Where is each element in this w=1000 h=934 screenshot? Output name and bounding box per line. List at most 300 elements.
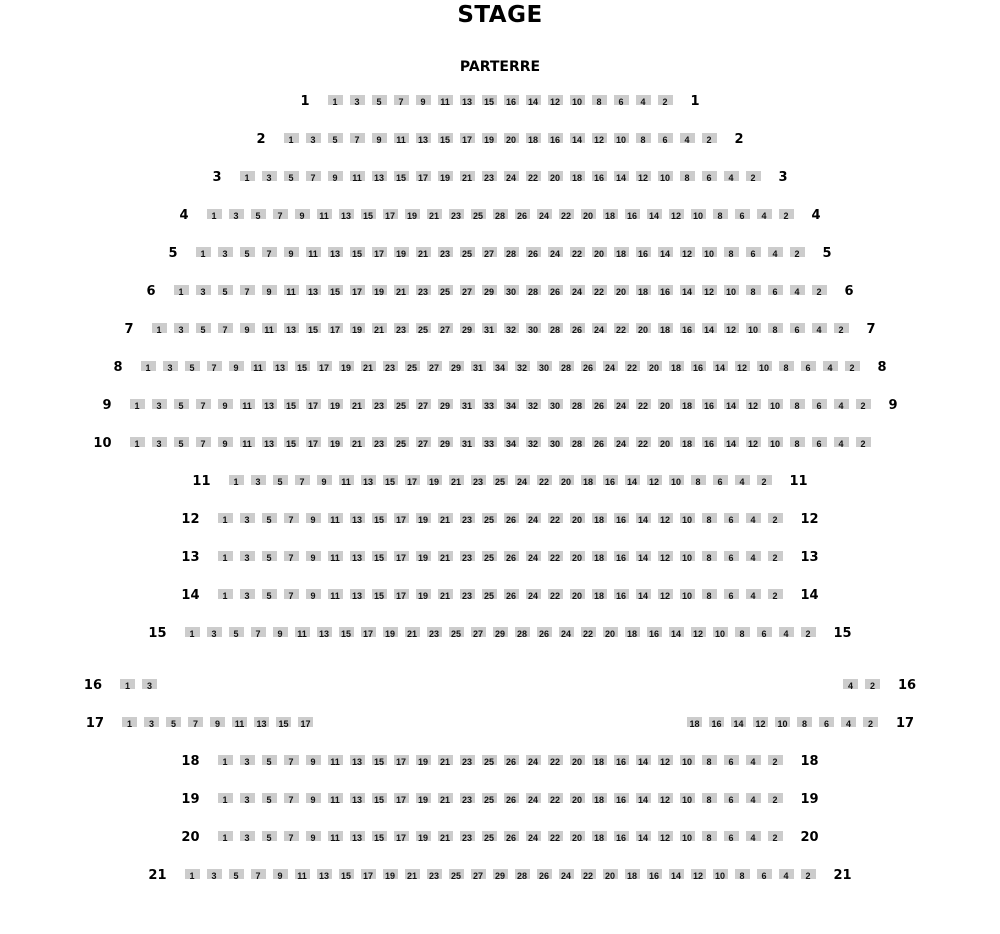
seat-row3-3[interactable] bbox=[262, 171, 277, 181]
seat-row8-6[interactable] bbox=[801, 361, 816, 371]
seat-row15-26[interactable] bbox=[537, 627, 552, 637]
seat-row9-32[interactable] bbox=[526, 399, 541, 409]
seat-row17-13[interactable] bbox=[254, 717, 269, 727]
seat-row12-4[interactable] bbox=[746, 513, 761, 523]
seat-row11-15[interactable] bbox=[383, 475, 398, 485]
seat-row8-24[interactable] bbox=[603, 361, 618, 371]
seat-row6-22[interactable] bbox=[592, 285, 607, 295]
seat-row12-11[interactable] bbox=[328, 513, 343, 523]
seat-row13-9[interactable] bbox=[306, 551, 321, 561]
seat-row9-10[interactable] bbox=[768, 399, 783, 409]
seat-row18-16[interactable] bbox=[614, 755, 629, 765]
seat-row17-11[interactable] bbox=[232, 717, 247, 727]
seat-row10-19[interactable] bbox=[328, 437, 343, 447]
seat-row14-2[interactable] bbox=[768, 589, 783, 599]
seat-row9-20[interactable] bbox=[658, 399, 673, 409]
seat-row3-4[interactable] bbox=[724, 171, 739, 181]
seat-row9-12[interactable] bbox=[746, 399, 761, 409]
seat-row19-21[interactable] bbox=[438, 793, 453, 803]
seat-row5-8[interactable] bbox=[724, 247, 739, 257]
seat-row10-1[interactable] bbox=[130, 437, 145, 447]
seat-row4-20[interactable] bbox=[581, 209, 596, 219]
seat-row13-7[interactable] bbox=[284, 551, 299, 561]
seat-row8-7[interactable] bbox=[207, 361, 222, 371]
seat-row12-24[interactable] bbox=[526, 513, 541, 523]
seat-row10-34[interactable] bbox=[504, 437, 519, 447]
seat-row17-17[interactable] bbox=[298, 717, 313, 727]
seat-row17-6[interactable] bbox=[819, 717, 834, 727]
seat-row9-30[interactable] bbox=[548, 399, 563, 409]
seat-row14-17[interactable] bbox=[394, 589, 409, 599]
seat-row4-7[interactable] bbox=[273, 209, 288, 219]
seat-row15-29[interactable] bbox=[493, 627, 508, 637]
seat-row14-4[interactable] bbox=[746, 589, 761, 599]
seat-row21-12[interactable] bbox=[691, 869, 706, 879]
seat-row2-10[interactable] bbox=[614, 133, 629, 143]
seat-row15-17[interactable] bbox=[361, 627, 376, 637]
seat-row3-22[interactable] bbox=[526, 171, 541, 181]
seat-row9-18[interactable] bbox=[680, 399, 695, 409]
seat-row7-25[interactable] bbox=[416, 323, 431, 333]
seat-row5-18[interactable] bbox=[614, 247, 629, 257]
seat-row8-27[interactable] bbox=[427, 361, 442, 371]
seat-row3-9[interactable] bbox=[328, 171, 343, 181]
seat-row6-1[interactable] bbox=[174, 285, 189, 295]
seat-row2-1[interactable] bbox=[284, 133, 299, 143]
seat-row13-19[interactable] bbox=[416, 551, 431, 561]
seat-row10-18[interactable] bbox=[680, 437, 695, 447]
seat-row18-9[interactable] bbox=[306, 755, 321, 765]
seat-row10-30[interactable] bbox=[548, 437, 563, 447]
seat-row17-8[interactable] bbox=[797, 717, 812, 727]
seat-row5-22[interactable] bbox=[570, 247, 585, 257]
seat-row12-13[interactable] bbox=[350, 513, 365, 523]
seat-row7-24[interactable] bbox=[592, 323, 607, 333]
seat-row2-7[interactable] bbox=[350, 133, 365, 143]
seat-row8-16[interactable] bbox=[691, 361, 706, 371]
seat-row11-13[interactable] bbox=[361, 475, 376, 485]
seat-row11-4[interactable] bbox=[735, 475, 750, 485]
seat-row14-13[interactable] bbox=[350, 589, 365, 599]
seat-row15-23[interactable] bbox=[427, 627, 442, 637]
seat-row7-6[interactable] bbox=[790, 323, 805, 333]
seat-row12-3[interactable] bbox=[240, 513, 255, 523]
seat-row3-17[interactable] bbox=[416, 171, 431, 181]
seat-row7-20[interactable] bbox=[636, 323, 651, 333]
seat-row5-2[interactable] bbox=[790, 247, 805, 257]
seat-row3-16[interactable] bbox=[592, 171, 607, 181]
seat-row15-28[interactable] bbox=[515, 627, 530, 637]
seat-row1-13[interactable] bbox=[460, 95, 475, 105]
seat-row5-12[interactable] bbox=[680, 247, 695, 257]
seat-row4-24[interactable] bbox=[537, 209, 552, 219]
seat-row6-17[interactable] bbox=[350, 285, 365, 295]
seat-row19-16[interactable] bbox=[614, 793, 629, 803]
seat-row8-23[interactable] bbox=[383, 361, 398, 371]
seat-row9-27[interactable] bbox=[416, 399, 431, 409]
seat-row4-26[interactable] bbox=[515, 209, 530, 219]
seat-row13-23[interactable] bbox=[460, 551, 475, 561]
seat-row14-20[interactable] bbox=[570, 589, 585, 599]
seat-row8-3[interactable] bbox=[163, 361, 178, 371]
seat-row19-22[interactable] bbox=[548, 793, 563, 803]
seat-row7-27[interactable] bbox=[438, 323, 453, 333]
seat-row8-9[interactable] bbox=[229, 361, 244, 371]
seat-row20-4[interactable] bbox=[746, 831, 761, 841]
seat-row17-18[interactable] bbox=[687, 717, 702, 727]
seat-row21-4[interactable] bbox=[779, 869, 794, 879]
seat-row8-15[interactable] bbox=[295, 361, 310, 371]
seat-row3-7[interactable] bbox=[306, 171, 321, 181]
seat-row18-10[interactable] bbox=[680, 755, 695, 765]
seat-row9-31[interactable] bbox=[460, 399, 475, 409]
seat-row13-18[interactable] bbox=[592, 551, 607, 561]
seat-row12-12[interactable] bbox=[658, 513, 673, 523]
seat-row4-14[interactable] bbox=[647, 209, 662, 219]
seat-row18-8[interactable] bbox=[702, 755, 717, 765]
seat-row7-21[interactable] bbox=[372, 323, 387, 333]
seat-row3-6[interactable] bbox=[702, 171, 717, 181]
seat-row4-4[interactable] bbox=[757, 209, 772, 219]
seat-row9-9[interactable] bbox=[218, 399, 233, 409]
seat-row13-3[interactable] bbox=[240, 551, 255, 561]
seat-row14-3[interactable] bbox=[240, 589, 255, 599]
seat-row4-8[interactable] bbox=[713, 209, 728, 219]
seat-row12-19[interactable] bbox=[416, 513, 431, 523]
seat-row10-26[interactable] bbox=[592, 437, 607, 447]
seat-row6-15[interactable] bbox=[328, 285, 343, 295]
seat-row1-10[interactable] bbox=[570, 95, 585, 105]
seat-row5-20[interactable] bbox=[592, 247, 607, 257]
seat-row4-18[interactable] bbox=[603, 209, 618, 219]
seat-row2-5[interactable] bbox=[328, 133, 343, 143]
seat-row14-23[interactable] bbox=[460, 589, 475, 599]
seat-row20-9[interactable] bbox=[306, 831, 321, 841]
seat-row16-2[interactable] bbox=[865, 679, 880, 689]
seat-row9-2[interactable] bbox=[856, 399, 871, 409]
seat-row18-11[interactable] bbox=[328, 755, 343, 765]
seat-row10-15[interactable] bbox=[284, 437, 299, 447]
seat-row6-10[interactable] bbox=[724, 285, 739, 295]
seat-row7-17[interactable] bbox=[328, 323, 343, 333]
seat-row20-7[interactable] bbox=[284, 831, 299, 841]
seat-row18-13[interactable] bbox=[350, 755, 365, 765]
seat-row11-25[interactable] bbox=[493, 475, 508, 485]
seat-row5-26[interactable] bbox=[526, 247, 541, 257]
seat-row8-5[interactable] bbox=[185, 361, 200, 371]
seat-row5-25[interactable] bbox=[460, 247, 475, 257]
seat-row18-21[interactable] bbox=[438, 755, 453, 765]
seat-row17-5[interactable] bbox=[166, 717, 181, 727]
seat-row8-11[interactable] bbox=[251, 361, 266, 371]
seat-row12-5[interactable] bbox=[262, 513, 277, 523]
seat-row13-8[interactable] bbox=[702, 551, 717, 561]
seat-row20-11[interactable] bbox=[328, 831, 343, 841]
seat-row5-5[interactable] bbox=[240, 247, 255, 257]
seat-row4-6[interactable] bbox=[735, 209, 750, 219]
seat-row6-9[interactable] bbox=[262, 285, 277, 295]
seat-row12-23[interactable] bbox=[460, 513, 475, 523]
seat-row11-19[interactable] bbox=[427, 475, 442, 485]
seat-row5-4[interactable] bbox=[768, 247, 783, 257]
seat-row7-2[interactable] bbox=[834, 323, 849, 333]
seat-row7-15[interactable] bbox=[306, 323, 321, 333]
seat-row9-33[interactable] bbox=[482, 399, 497, 409]
seat-row15-2[interactable] bbox=[801, 627, 816, 637]
seat-row7-13[interactable] bbox=[284, 323, 299, 333]
seat-row9-7[interactable] bbox=[196, 399, 211, 409]
seat-row5-28[interactable] bbox=[504, 247, 519, 257]
seat-row8-20[interactable] bbox=[647, 361, 662, 371]
seat-row1-11[interactable] bbox=[438, 95, 453, 105]
seat-row10-28[interactable] bbox=[570, 437, 585, 447]
seat-row8-21[interactable] bbox=[361, 361, 376, 371]
seat-row10-33[interactable] bbox=[482, 437, 497, 447]
seat-row10-7[interactable] bbox=[196, 437, 211, 447]
seat-row4-19[interactable] bbox=[405, 209, 420, 219]
seat-row1-6[interactable] bbox=[614, 95, 629, 105]
seat-row6-4[interactable] bbox=[790, 285, 805, 295]
seat-row13-15[interactable] bbox=[372, 551, 387, 561]
seat-row19-19[interactable] bbox=[416, 793, 431, 803]
seat-row16-3[interactable] bbox=[142, 679, 157, 689]
seat-row2-2[interactable] bbox=[702, 133, 717, 143]
seat-row12-26[interactable] bbox=[504, 513, 519, 523]
seat-row9-1[interactable] bbox=[130, 399, 145, 409]
seat-row8-19[interactable] bbox=[339, 361, 354, 371]
seat-row7-22[interactable] bbox=[614, 323, 629, 333]
seat-row21-23[interactable] bbox=[427, 869, 442, 879]
seat-row15-25[interactable] bbox=[449, 627, 464, 637]
seat-row21-26[interactable] bbox=[537, 869, 552, 879]
seat-row10-20[interactable] bbox=[658, 437, 673, 447]
seat-row5-17[interactable] bbox=[372, 247, 387, 257]
seat-row14-26[interactable] bbox=[504, 589, 519, 599]
seat-row4-13[interactable] bbox=[339, 209, 354, 219]
seat-row2-17[interactable] bbox=[460, 133, 475, 143]
seat-row20-6[interactable] bbox=[724, 831, 739, 841]
seat-row15-6[interactable] bbox=[757, 627, 772, 637]
seat-row8-30[interactable] bbox=[537, 361, 552, 371]
seat-row15-18[interactable] bbox=[625, 627, 640, 637]
seat-row10-11[interactable] bbox=[240, 437, 255, 447]
seat-row8-2[interactable] bbox=[845, 361, 860, 371]
seat-row13-17[interactable] bbox=[394, 551, 409, 561]
seat-row6-30[interactable] bbox=[504, 285, 519, 295]
seat-row10-5[interactable] bbox=[174, 437, 189, 447]
seat-row13-21[interactable] bbox=[438, 551, 453, 561]
seat-row9-21[interactable] bbox=[350, 399, 365, 409]
seat-row4-5[interactable] bbox=[251, 209, 266, 219]
seat-row19-15[interactable] bbox=[372, 793, 387, 803]
seat-row21-17[interactable] bbox=[361, 869, 376, 879]
seat-row12-2[interactable] bbox=[768, 513, 783, 523]
seat-row6-5[interactable] bbox=[218, 285, 233, 295]
seat-row3-19[interactable] bbox=[438, 171, 453, 181]
seat-row5-24[interactable] bbox=[548, 247, 563, 257]
seat-row4-2[interactable] bbox=[779, 209, 794, 219]
seat-row7-18[interactable] bbox=[658, 323, 673, 333]
seat-row11-6[interactable] bbox=[713, 475, 728, 485]
seat-row5-23[interactable] bbox=[438, 247, 453, 257]
seat-row21-24[interactable] bbox=[559, 869, 574, 879]
seat-row21-20[interactable] bbox=[603, 869, 618, 879]
seat-row14-22[interactable] bbox=[548, 589, 563, 599]
seat-row4-17[interactable] bbox=[383, 209, 398, 219]
seat-row10-6[interactable] bbox=[812, 437, 827, 447]
seat-row3-10[interactable] bbox=[658, 171, 673, 181]
seat-row2-11[interactable] bbox=[394, 133, 409, 143]
seat-row21-9[interactable] bbox=[273, 869, 288, 879]
seat-row5-27[interactable] bbox=[482, 247, 497, 257]
seat-row7-26[interactable] bbox=[570, 323, 585, 333]
seat-row7-4[interactable] bbox=[812, 323, 827, 333]
seat-row15-16[interactable] bbox=[647, 627, 662, 637]
seat-row21-16[interactable] bbox=[647, 869, 662, 879]
seat-row8-4[interactable] bbox=[823, 361, 838, 371]
seat-row15-21[interactable] bbox=[405, 627, 420, 637]
seat-row9-14[interactable] bbox=[724, 399, 739, 409]
seat-row6-11[interactable] bbox=[284, 285, 299, 295]
seat-row18-1[interactable] bbox=[218, 755, 233, 765]
seat-row12-18[interactable] bbox=[592, 513, 607, 523]
seat-row9-26[interactable] bbox=[592, 399, 607, 409]
seat-row2-20[interactable] bbox=[504, 133, 519, 143]
seat-row2-19[interactable] bbox=[482, 133, 497, 143]
seat-row3-12[interactable] bbox=[636, 171, 651, 181]
seat-row6-14[interactable] bbox=[680, 285, 695, 295]
seat-row3-8[interactable] bbox=[680, 171, 695, 181]
seat-row7-19[interactable] bbox=[350, 323, 365, 333]
seat-row14-12[interactable] bbox=[658, 589, 673, 599]
seat-row6-29[interactable] bbox=[482, 285, 497, 295]
seat-row12-25[interactable] bbox=[482, 513, 497, 523]
seat-row20-21[interactable] bbox=[438, 831, 453, 841]
seat-row1-1[interactable] bbox=[328, 95, 343, 105]
seat-row1-9[interactable] bbox=[416, 95, 431, 105]
seat-row19-25[interactable] bbox=[482, 793, 497, 803]
seat-row10-25[interactable] bbox=[394, 437, 409, 447]
seat-row9-19[interactable] bbox=[328, 399, 343, 409]
seat-row18-4[interactable] bbox=[746, 755, 761, 765]
seat-row21-8[interactable] bbox=[735, 869, 750, 879]
seat-row13-24[interactable] bbox=[526, 551, 541, 561]
seat-row3-24[interactable] bbox=[504, 171, 519, 181]
seat-row2-6[interactable] bbox=[658, 133, 673, 143]
seat-row12-1[interactable] bbox=[218, 513, 233, 523]
seat-row1-7[interactable] bbox=[394, 95, 409, 105]
seat-row17-16[interactable] bbox=[709, 717, 724, 727]
seat-row4-11[interactable] bbox=[317, 209, 332, 219]
seat-row19-3[interactable] bbox=[240, 793, 255, 803]
seat-row9-6[interactable] bbox=[812, 399, 827, 409]
seat-row9-25[interactable] bbox=[394, 399, 409, 409]
seat-row16-4[interactable] bbox=[843, 679, 858, 689]
seat-row14-7[interactable] bbox=[284, 589, 299, 599]
seat-row9-16[interactable] bbox=[702, 399, 717, 409]
seat-row21-5[interactable] bbox=[229, 869, 244, 879]
seat-row7-8[interactable] bbox=[768, 323, 783, 333]
seat-row4-10[interactable] bbox=[691, 209, 706, 219]
seat-row14-18[interactable] bbox=[592, 589, 607, 599]
seat-row12-7[interactable] bbox=[284, 513, 299, 523]
seat-row6-23[interactable] bbox=[416, 285, 431, 295]
seat-row18-3[interactable] bbox=[240, 755, 255, 765]
seat-row6-7[interactable] bbox=[240, 285, 255, 295]
seat-row6-20[interactable] bbox=[614, 285, 629, 295]
seat-row9-13[interactable] bbox=[262, 399, 277, 409]
seat-row19-23[interactable] bbox=[460, 793, 475, 803]
seat-row20-18[interactable] bbox=[592, 831, 607, 841]
seat-row5-19[interactable] bbox=[394, 247, 409, 257]
seat-row21-19[interactable] bbox=[383, 869, 398, 879]
seat-row6-8[interactable] bbox=[746, 285, 761, 295]
seat-row8-1[interactable] bbox=[141, 361, 156, 371]
seat-row18-15[interactable] bbox=[372, 755, 387, 765]
seat-row1-12[interactable] bbox=[548, 95, 563, 105]
seat-row7-31[interactable] bbox=[482, 323, 497, 333]
seat-row21-13[interactable] bbox=[317, 869, 332, 879]
seat-row20-15[interactable] bbox=[372, 831, 387, 841]
seat-row10-31[interactable] bbox=[460, 437, 475, 447]
seat-row15-14[interactable] bbox=[669, 627, 684, 637]
seat-row11-11[interactable] bbox=[339, 475, 354, 485]
seat-row9-8[interactable] bbox=[790, 399, 805, 409]
seat-row20-13[interactable] bbox=[350, 831, 365, 841]
seat-row15-5[interactable] bbox=[229, 627, 244, 637]
seat-row13-10[interactable] bbox=[680, 551, 695, 561]
seat-row3-13[interactable] bbox=[372, 171, 387, 181]
seat-row18-23[interactable] bbox=[460, 755, 475, 765]
seat-row2-9[interactable] bbox=[372, 133, 387, 143]
seat-row14-24[interactable] bbox=[526, 589, 541, 599]
seat-row9-34[interactable] bbox=[504, 399, 519, 409]
seat-row7-23[interactable] bbox=[394, 323, 409, 333]
seat-row2-16[interactable] bbox=[548, 133, 563, 143]
seat-row8-10[interactable] bbox=[757, 361, 772, 371]
seat-row10-8[interactable] bbox=[790, 437, 805, 447]
seat-row1-16[interactable] bbox=[504, 95, 519, 105]
seat-row15-7[interactable] bbox=[251, 627, 266, 637]
seat-row4-16[interactable] bbox=[625, 209, 640, 219]
seat-row19-13[interactable] bbox=[350, 793, 365, 803]
seat-row4-12[interactable] bbox=[669, 209, 684, 219]
seat-row8-22[interactable] bbox=[625, 361, 640, 371]
seat-row11-17[interactable] bbox=[405, 475, 420, 485]
seat-row17-10[interactable] bbox=[775, 717, 790, 727]
seat-row2-14[interactable] bbox=[570, 133, 585, 143]
seat-row4-9[interactable] bbox=[295, 209, 310, 219]
seat-row18-14[interactable] bbox=[636, 755, 651, 765]
seat-row8-14[interactable] bbox=[713, 361, 728, 371]
seat-row5-11[interactable] bbox=[306, 247, 321, 257]
seat-row14-19[interactable] bbox=[416, 589, 431, 599]
seat-row2-8[interactable] bbox=[636, 133, 651, 143]
seat-row19-12[interactable] bbox=[658, 793, 673, 803]
seat-row12-21[interactable] bbox=[438, 513, 453, 523]
seat-row6-24[interactable] bbox=[570, 285, 585, 295]
seat-row1-4[interactable] bbox=[636, 95, 651, 105]
seat-row8-18[interactable] bbox=[669, 361, 684, 371]
seat-row15-3[interactable] bbox=[207, 627, 222, 637]
seat-row3-1[interactable] bbox=[240, 171, 255, 181]
seat-row21-18[interactable] bbox=[625, 869, 640, 879]
seat-row14-11[interactable] bbox=[328, 589, 343, 599]
seat-row13-13[interactable] bbox=[350, 551, 365, 561]
seat-row21-29[interactable] bbox=[493, 869, 508, 879]
seat-row12-14[interactable] bbox=[636, 513, 651, 523]
seat-row12-16[interactable] bbox=[614, 513, 629, 523]
